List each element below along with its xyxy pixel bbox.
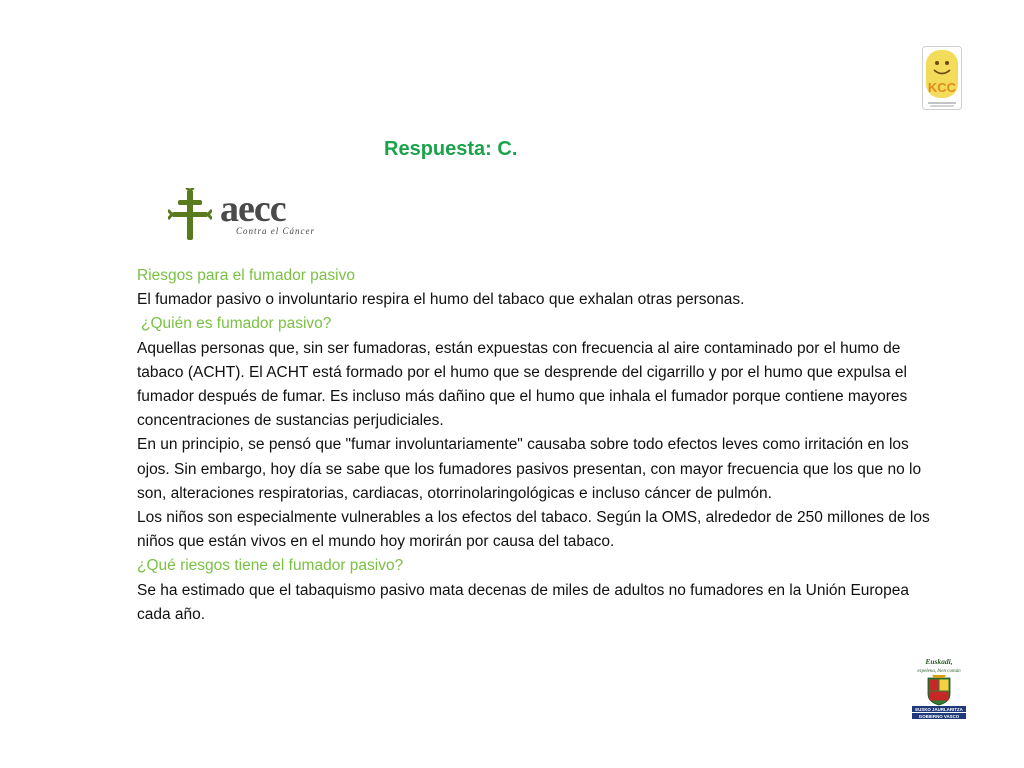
answer-title: Respuesta: C. bbox=[384, 138, 518, 160]
article-intro: El fumador pasivo o involuntario respira el humo del tabaco que exhalan otras personas. bbox=[137, 291, 745, 309]
question-who: ¿Quién es fumador pasivo? bbox=[141, 315, 332, 333]
paragraph-effects: En un principio, se pensó que "fumar involuntariamente" causaba sobre todo efectos leves como irritación en los ojos. Sin embargo, hoy día se sabe que los fumadores pasivos presentan, con mayor frecuencia que los que no lo son, alteraciones respiratorias, cardiacas, otorrinolaringológicas e incluso cáncer de pulmón. bbox=[137, 436, 922, 502]
answer-risks: Se ha estimado que el tabaquismo pasivo mata decenas de miles de adultos no fumadores en la Unión Europea cada año. bbox=[137, 581, 910, 623]
basque-government-logo bbox=[908, 656, 970, 720]
svg-text:Euskadi,: Euskadi, bbox=[925, 657, 953, 666]
paragraph-children: Los niños son especialmente vulnerables a los efectos del tabaco. Según la OMS, alrededor de 250 millones de los niños que están vivos en el mundo hoy morirán por causa del tabaco. bbox=[137, 509, 930, 551]
basque-coat-of-arms-icon bbox=[908, 656, 970, 720]
svg-text:EUSKO JAURLARITZA: EUSKO JAURLARITZA bbox=[915, 706, 963, 712]
aecc-logo-text: aecc bbox=[220, 188, 286, 230]
kcc-logo bbox=[922, 46, 962, 110]
article-heading: Riesgos para el fumador pasivo bbox=[137, 267, 355, 284]
article-body bbox=[137, 264, 937, 627]
aecc-logo-subtitle: Contra el Cáncer bbox=[236, 226, 315, 236]
answer-who: Aquellas personas que, sin ser fumadoras, están expuestas con frecuencia al aire contaminado por el humo de tabaco (ACHT). El ACHT está formado por el humo que se desprende del cigarrillo y por el humo que expulsa el fumador después de fumar. Es incluso más dañino que el humo que inhala el fumador porque contiene mayores concentraciones de sustancias perjudiciales. bbox=[137, 339, 908, 430]
svg-text:GOBIERNO VASCO: GOBIERNO VASCO bbox=[918, 713, 960, 719]
svg-text:KCC: KCC bbox=[927, 80, 957, 95]
kcc-smiley-logo-icon bbox=[922, 46, 962, 110]
aecc-logo bbox=[168, 188, 330, 242]
svg-text:ezpelena, bien común: ezpelena, bien común bbox=[917, 669, 961, 674]
question-risks: ¿Qué riesgos tiene el fumador pasivo? bbox=[137, 557, 404, 575]
lorraine-cross-icon bbox=[168, 188, 212, 242]
